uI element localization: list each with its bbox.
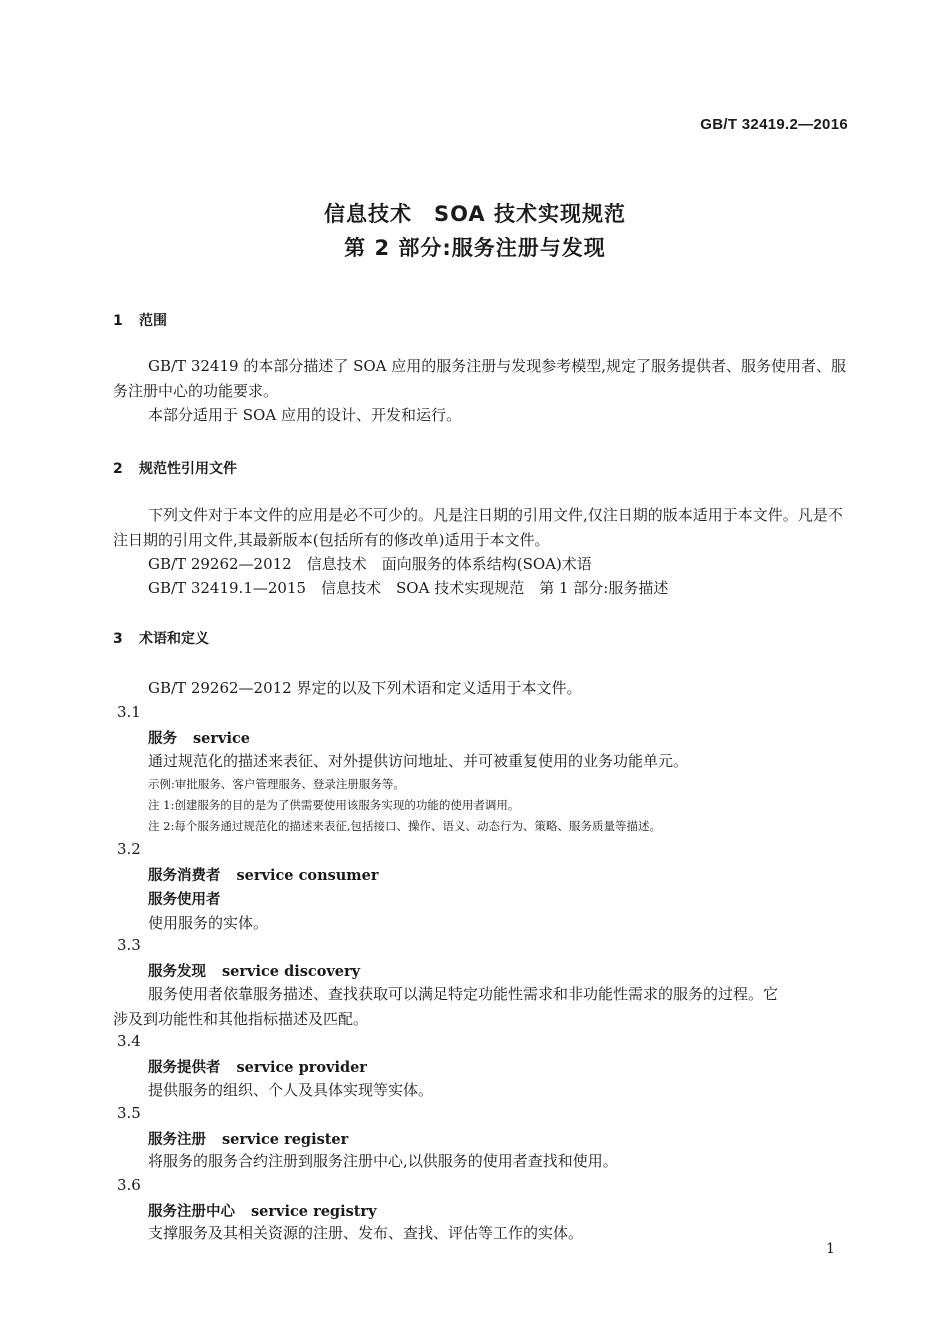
- term-3-1-number: 3.1: [117, 703, 141, 721]
- term-en: service register: [222, 1131, 349, 1148]
- term-zh: 服务注册中心: [148, 1203, 235, 1220]
- page-number: 1: [826, 1241, 835, 1257]
- term-3-6-name: [148, 1200, 377, 1221]
- term-3-4-number: 3.4: [117, 1032, 141, 1050]
- section-2-heading: [113, 458, 237, 478]
- term-zh: 服务注册: [148, 1131, 206, 1148]
- term-zh: 服务消费者: [148, 867, 221, 884]
- term-3-1-definition: 通过规范化的描述来表征、对外提供访问地址、并可被重复使用的业务功能单元。: [148, 752, 689, 770]
- term-3-2-definition: 使用服务的实体。: [148, 914, 269, 932]
- term-3-2-name: [148, 864, 379, 885]
- term-3-3-number: 3.3: [117, 936, 141, 954]
- section-1-paragraph-1: GB/T 32419 的本部分描述了 SOA 应用的服务注册与发现参考模型,规定了服务提供者、服务使用者、服务注册中心的功能要求。: [113, 357, 847, 400]
- term-3-1-name: [148, 727, 250, 748]
- section-number: 2: [113, 461, 123, 477]
- term-3-3-definition-line-1: 服务使用者依靠服务描述、查找获取可以满足特定功能性需求和非功能性需求的服务的过程。它: [148, 985, 779, 1003]
- term-3-3-definition-line-2: 涉及到功能性和其他指标描述及匹配。: [113, 1010, 369, 1028]
- term-3-1-note-1: 注 1:创建服务的目的是为了供需要使用该服务实现的功能的使用者调用。: [148, 798, 520, 812]
- section-3-heading: [113, 628, 209, 648]
- section-title: 规范性引用文件: [139, 461, 237, 477]
- term-3-5-definition: 将服务的服务合约注册到服务注册中心,以供服务的使用者查找和使用。: [148, 1152, 618, 1170]
- standard-number: GB/T 32419.2—2016: [700, 116, 848, 133]
- term-3-6-definition: 支撑服务及其相关资源的注册、发布、查找、评估等工作的实体。: [148, 1224, 584, 1242]
- term-3-3-name: [148, 960, 360, 981]
- section-number: 3: [113, 631, 123, 647]
- term-3-5-name: [148, 1128, 348, 1149]
- document-title-line-1: 信息技术 SOA 技术实现规范: [324, 202, 626, 226]
- section-number: 1: [113, 313, 123, 329]
- section-3-intro: GB/T 29262—2012 界定的以及下列术语和定义适用于本文件。: [148, 679, 582, 697]
- term-zh: 服务: [148, 730, 177, 747]
- term-3-4-definition: 提供服务的组织、个人及具体实现等实体。: [148, 1081, 434, 1099]
- term-zh: 服务发现: [148, 963, 206, 980]
- term-zh: 服务提供者: [148, 1059, 221, 1076]
- normative-reference-2: GB/T 32419.1—2015 信息技术 SOA 技术实现规范 第 1 部分:服务描述: [148, 579, 669, 597]
- normative-reference-1: GB/T 29262—2012 信息技术 面向服务的体系结构(SOA)术语: [148, 555, 592, 573]
- term-3-2-number: 3.2: [117, 840, 141, 858]
- term-3-5-number: 3.5: [117, 1104, 141, 1122]
- term-3-1-note-2: 注 2:每个服务通过规范化的描述来表征,包括接口、操作、语义、动态行为、策略、服务质量等描述。: [148, 819, 661, 833]
- section-title: 范围: [139, 313, 167, 329]
- term-en: service: [193, 730, 251, 747]
- term-en: service provider: [236, 1059, 367, 1076]
- section-1-paragraph-2: 本部分适用于 SOA 应用的设计、开发和运行。: [148, 406, 461, 424]
- section-title: 术语和定义: [139, 631, 209, 647]
- term-3-2-alternative: 服务使用者: [148, 891, 221, 908]
- term-en: service discovery: [222, 963, 361, 980]
- term-3-1-example: 示例:审批服务、客户管理服务、登录注册服务等。: [148, 777, 405, 791]
- section-2-paragraph-1: 下列文件对于本文件的应用是必不可少的。凡是注日期的引用文件,仅注日期的版本适用于本文件。凡是不注日期的引用文件,其最新版本(包括所有的修改单)适用于本文件。: [113, 506, 843, 549]
- term-en: service registry: [251, 1203, 377, 1220]
- section-1-heading: [113, 310, 167, 330]
- term-en: service consumer: [236, 867, 379, 884]
- term-3-6-number: 3.6: [117, 1176, 141, 1194]
- term-3-4-name: [148, 1056, 367, 1077]
- document-title-line-2: 第 2 部分:服务注册与发现: [344, 236, 606, 260]
